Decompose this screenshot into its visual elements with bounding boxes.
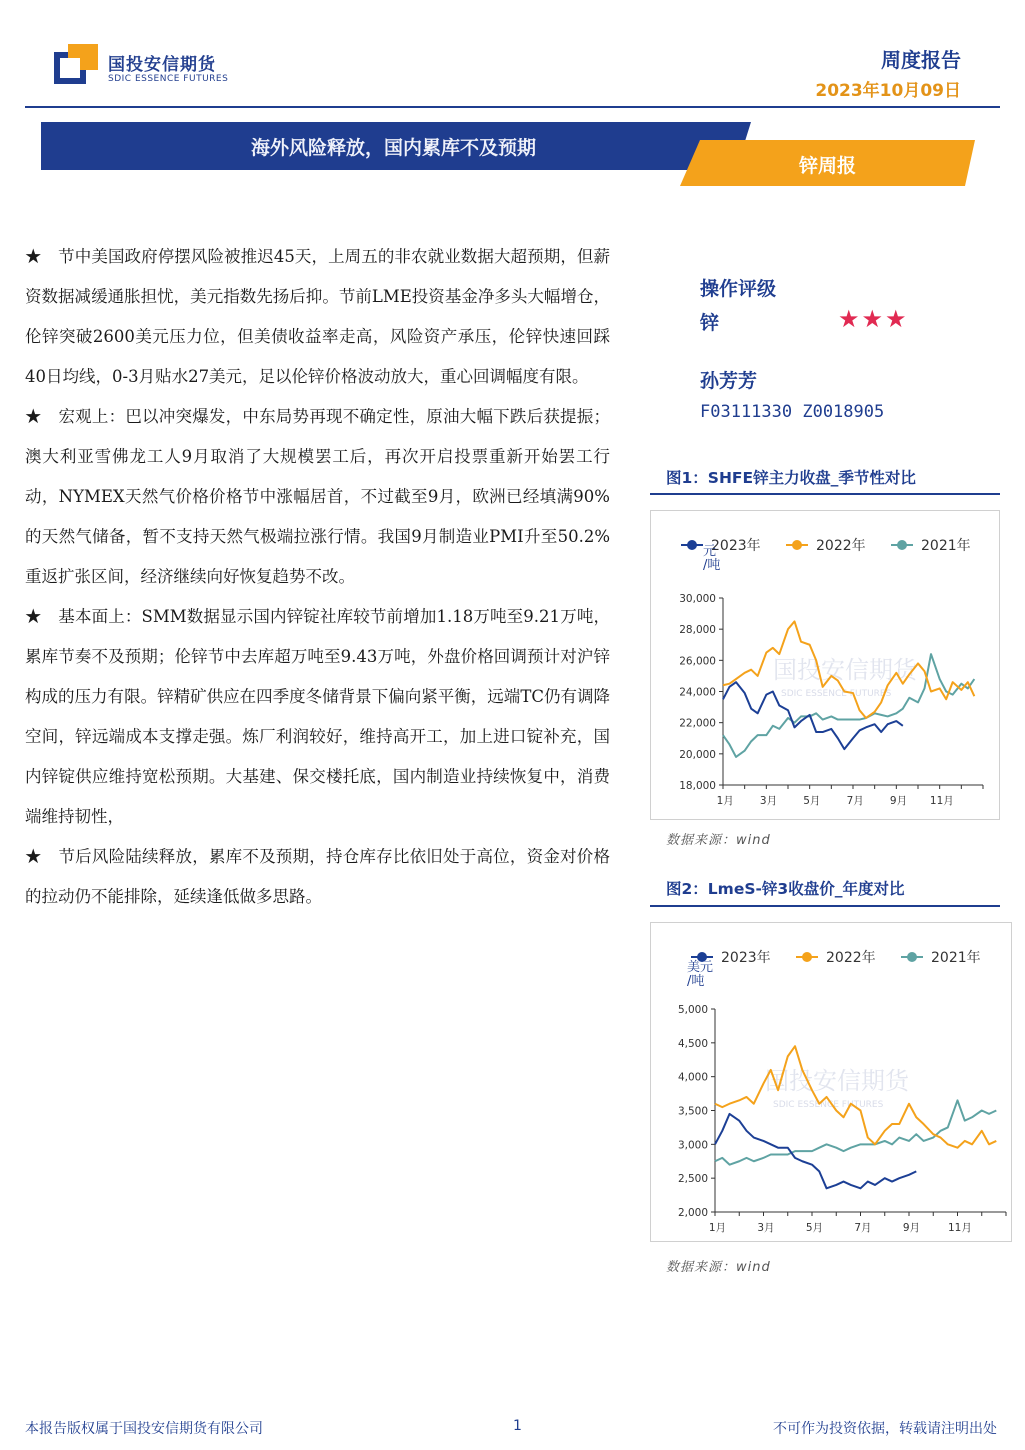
figure-1-chart	[651, 511, 999, 819]
y-tick-label: 5,000	[677, 1004, 708, 1016]
figure-2-frame	[650, 922, 1012, 1242]
x-tick-label: 5月	[805, 1222, 824, 1234]
x-tick-label: 9月	[889, 795, 908, 807]
page-number: 1	[513, 1418, 522, 1434]
x-tick-label: 3月	[759, 795, 778, 807]
x-tick-label: 1月	[716, 795, 734, 807]
report-category-tag: 锌周报	[798, 155, 856, 177]
analyst-license-ids: F03111330 Z0018905	[700, 402, 885, 422]
y-tick-label: 30,000	[679, 593, 716, 605]
legend-label-0: 2023年	[711, 538, 761, 554]
figure-2-title: 图2：LmeS-锌3收盘价_年度对比	[666, 880, 905, 898]
x-tick-label: 3月	[757, 1222, 775, 1234]
figure-2-source: 数据来源：wind	[666, 1260, 771, 1275]
report-type: 周度报告	[881, 48, 961, 72]
paragraph-fundamentals: ★ 基本面上：SMM数据显示国内锌锭社库较节前增加1.18万吨至9.21万吨，累库节奏不及预期；伦锌节中去库超万吨至9.43万吨，外盘价格回调预计对沪锌构成的压力有限。锌精矿供应在四季度冬储背景下偏向紧平衡，远端TC仍有调降空间，锌远端成本支撑走强。炼厂利润较好，维持高开工，加上进口锭补充，国内锌锭供应维持宽松预期。大基建、保交楼托底，国内制造业持续恢复中，消费端维持韧性，	[25, 607, 610, 826]
paragraph-outlook: ★ 节后风险陆续释放，累库不及预期，持仓库存比依旧处于高位，资金对价格的拉动仍不能排除，延续逢低做多思路。	[25, 847, 610, 906]
analyst-name: 孙芳芳	[700, 370, 758, 392]
report-headline: 海外风险释放，国内累库不及预期	[250, 137, 536, 159]
series-line	[715, 1114, 916, 1188]
y-tick-label: 26,000	[679, 655, 716, 668]
y-tick-label: 2,000	[677, 1207, 708, 1219]
watermark-cn: 国投安信期货	[765, 1067, 909, 1095]
x-tick-label: 11月	[947, 1222, 972, 1234]
paragraph-summary: ★ 节中美国政府停摆风险被推迟45天，上周五的非农就业数据大超预期，但薪资数据减缓通胀担忧，美元指数先扬后抑。节前LME投资基金净多头大幅增仓，伦锌突破2600美元压力位，但美债收益率走高，风险资产承压，伦锌快速回踩40日均线，0-3月贴水27美元，足以伦锌价格波动放大，重心回调幅度有限。	[25, 247, 610, 386]
x-tick-label: 9月	[902, 1222, 921, 1234]
legend-marker-1	[792, 540, 802, 550]
paragraph-macro: ★ 宏观上：巴以冲突爆发，中东局势再现不确定性，原油大幅下跌后获提振；澳大利亚雪佛龙工人9月取消了大规模罢工后，再次开启投票重新开始罢工行动，NYMEX天然气价格价格节中涨幅居首，不过截至9月，欧洲已经填满90%的天然气储备，暂不支持天然气极端拉涨行情。我国9月制造业PMI升至50.2%重返扩张区间，经济继续向好恢复趋势不改。	[25, 407, 610, 586]
watermark-cn: 国投安信期货	[773, 656, 917, 684]
watermark-en: SDIC ESSENCE FUTURES	[781, 689, 892, 699]
legend-label-0: 2023年	[721, 950, 771, 966]
legend-marker-1	[802, 952, 812, 962]
series-line	[715, 1046, 996, 1148]
y-tick-label: 28,000	[679, 624, 716, 637]
company-name-cn: 国投安信期货	[108, 55, 216, 75]
y-tick-label: 22,000	[679, 717, 716, 730]
legend-marker-2	[907, 952, 917, 962]
y-tick-label: 4,500	[677, 1037, 708, 1050]
y-axis-unit: 美元	[687, 960, 714, 975]
x-tick-label: 11月	[929, 795, 954, 807]
y-tick-label: 20,000	[679, 748, 716, 761]
company-name-en: SDIC ESSENCE FUTURES	[108, 74, 229, 84]
rating-metal: 锌	[700, 312, 720, 334]
figure-2-rule	[650, 905, 1000, 907]
report-body	[25, 237, 610, 917]
y-tick-label: 24,000	[679, 686, 716, 699]
company-logo-icon	[54, 44, 100, 84]
report-date: 2023年10月09日	[815, 81, 961, 101]
x-tick-label: 1月	[708, 1222, 727, 1234]
rating-title: 操作评级	[700, 278, 777, 300]
y-tick-label: 3,000	[677, 1139, 708, 1152]
y-tick-label: 4,000	[677, 1071, 708, 1084]
x-tick-label: 7月	[854, 1222, 872, 1234]
figure-1-source: 数据来源：wind	[666, 833, 771, 848]
figure-2-chart	[651, 923, 1011, 1241]
footer-copyright: 本报告版权属于国投安信期货有限公司	[25, 1421, 263, 1437]
x-tick-label: 7月	[846, 795, 864, 807]
y-axis-unit-2: /吨	[687, 974, 705, 989]
legend-marker-0	[687, 540, 697, 550]
legend-label-1: 2022年	[826, 950, 876, 966]
figure-1-frame	[650, 510, 1000, 820]
rating-stars: ★★★	[838, 305, 909, 333]
figure-1-title: 图1：SHFE锌主力收盘_季节性对比	[666, 469, 916, 487]
legend-label-2: 2021年	[921, 538, 971, 554]
y-tick-label: 3,500	[677, 1105, 708, 1118]
legend-label-1: 2022年	[816, 538, 866, 554]
header-divider	[25, 106, 1000, 108]
y-tick-label: 2,500	[677, 1173, 708, 1186]
legend-marker-2	[897, 540, 907, 550]
y-axis-unit: 元	[703, 544, 717, 559]
footer-disclaimer: 不可作为投资依据，转载请注明出处	[773, 1421, 997, 1437]
legend-label-2: 2021年	[931, 950, 981, 966]
y-tick-label: 18,000	[679, 780, 716, 792]
figure-1-rule	[650, 493, 1000, 495]
x-tick-label: 5月	[803, 795, 821, 807]
watermark-en: SDIC ESSENCE FUTURES	[773, 1100, 884, 1110]
y-axis-unit-2: /吨	[703, 558, 721, 573]
